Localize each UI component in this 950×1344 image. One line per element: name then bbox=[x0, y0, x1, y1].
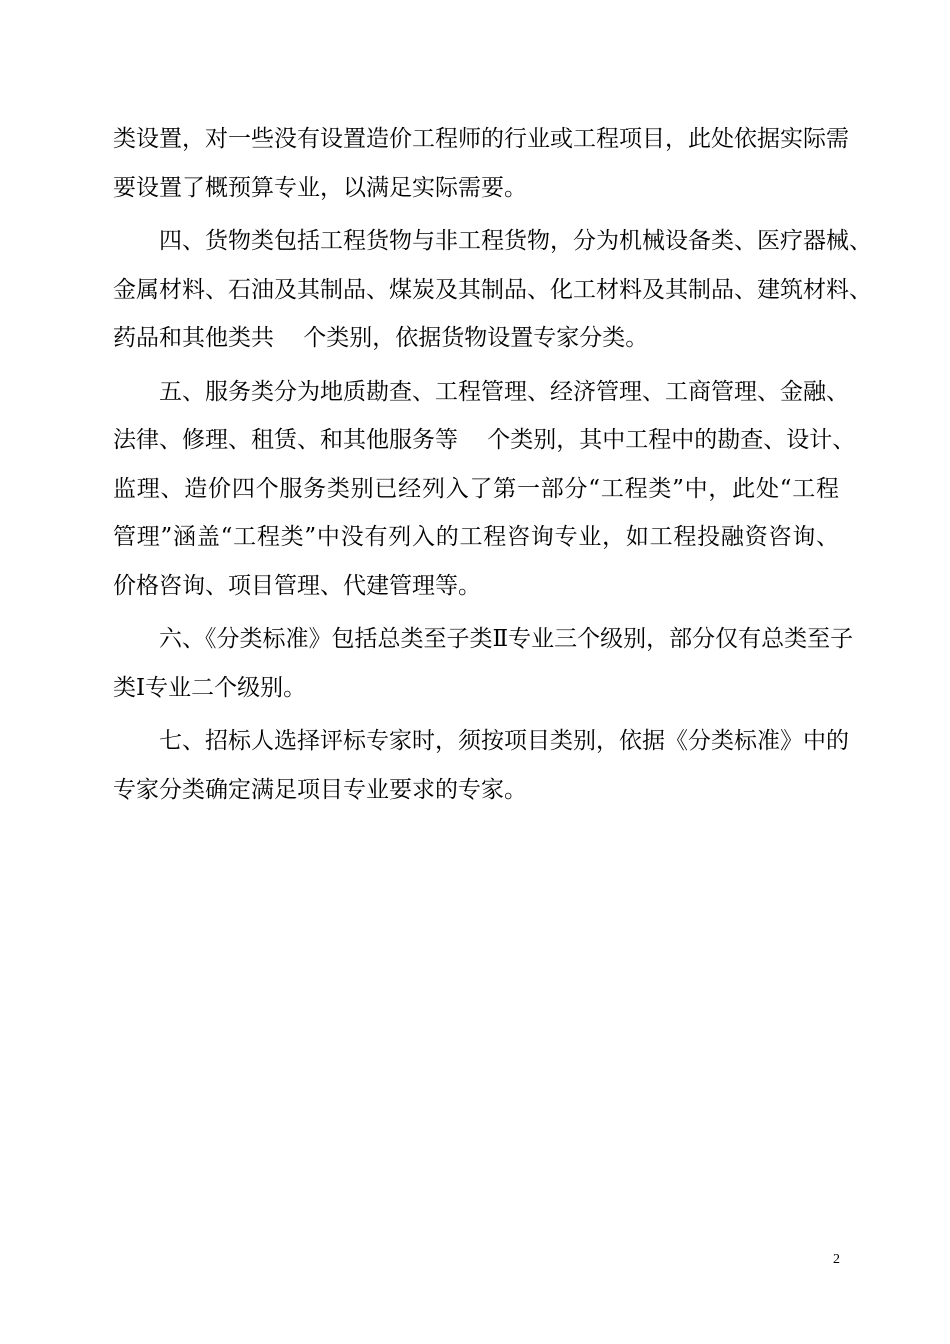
text-line: 监理、造价四个服务类别已经列入了第一部分“工程类”中，此处“工程 bbox=[113, 475, 839, 502]
text-line: 要设置了概预算专业，以满足实际需要。 bbox=[113, 174, 527, 201]
page-number: 2 bbox=[833, 1252, 840, 1267]
text-line: 五、服务类分为地质勘查、工程管理、经济管理、工商管理、金融、 bbox=[159, 378, 849, 405]
paragraph-service-category bbox=[113, 368, 856, 611]
text-line: 类设置，对一些没有设置造价工程师的行业或工程项目，此处依据实际需 bbox=[113, 126, 849, 152]
paragraph-continuation bbox=[113, 115, 849, 212]
text-line: 四、货物类包括工程货物与非工程货物，分为机械设备类、医疗器械、 bbox=[159, 228, 872, 254]
text-line: 金属材料、石油及其制品、煤炭及其制品、化工材料及其制品、建筑材料、 bbox=[113, 276, 872, 303]
text-line: 七、招标人选择评标专家时，须按项目类别，依据《分类标准》中的 bbox=[159, 728, 849, 754]
text-line: 药品和其他类共 个类别，依据货物设置专家分类。 bbox=[113, 325, 649, 351]
text-line: 法律、修理、租赁、和其他服务等 个类别，其中工程中的勘查、设计、 bbox=[113, 427, 856, 453]
text-line: 管理”涵盖“工程类”中没有列入的工程咨询专业，如工程投融资咨询、 bbox=[113, 524, 839, 550]
text-line: 类Ⅰ专业二个级别。 bbox=[113, 674, 307, 701]
paragraph-expert-selection bbox=[113, 717, 849, 814]
body-text bbox=[113, 115, 872, 814]
text-line: 专家分类确定满足项目专业要求的专家。 bbox=[113, 776, 527, 803]
paragraph-classification-levels bbox=[113, 615, 854, 712]
text-line: 价格咨询、项目管理、代建管理等。 bbox=[113, 572, 481, 599]
text-line: 六、《分类标准》包括总类至子类Ⅱ专业三个级别，部分仅有总类至子 bbox=[159, 626, 854, 652]
paragraph-goods-category bbox=[113, 217, 872, 363]
